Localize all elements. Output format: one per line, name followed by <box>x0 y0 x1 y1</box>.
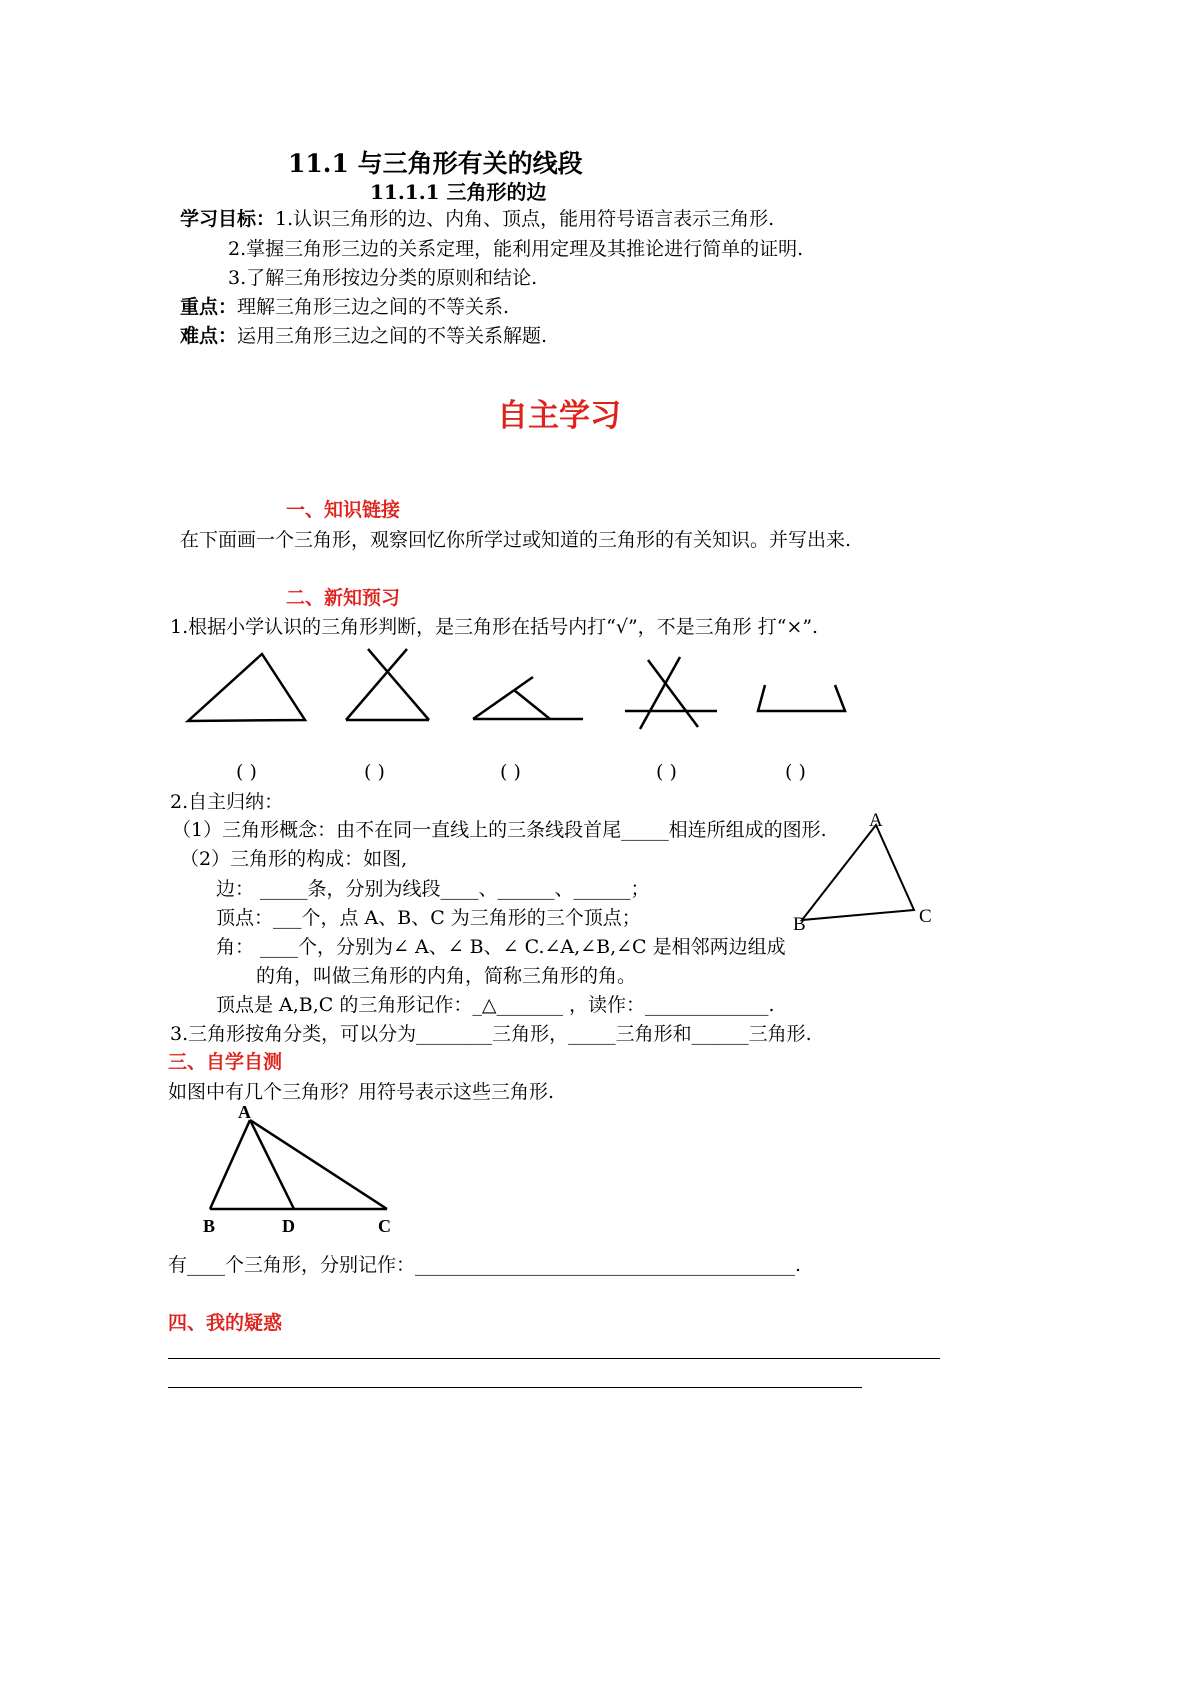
question-1: 1.根据小学认识的三角形判断，是三角形在括号内打“√”，不是三角形 打“×”. <box>170 616 819 638</box>
section1-heading: 一、知识链接 <box>286 499 401 521</box>
section2-heading: 二、新知预习 <box>286 587 401 609</box>
point-c-label: C <box>378 1216 391 1236</box>
section4-heading: 四、我的疑惑 <box>168 1312 283 1334</box>
question-2-2: （2）三角形的构成：如图, <box>180 848 408 870</box>
section-banner: 自主学习 <box>497 398 621 434</box>
page-subtitle: 11.1.1 三角形的边 <box>370 180 547 204</box>
question-2-title: 2.自主归纳： <box>170 791 284 813</box>
bracket-5[interactable]: ( ) <box>785 761 806 783</box>
key-point-line <box>180 295 509 319</box>
shape-3-inner <box>514 690 550 719</box>
vertices-line: 顶点：___个，点 A、B、C 为三角形的三个顶点； <box>216 907 641 929</box>
section3-question: 如图中有几个三角形？用符号表示这些三角形. <box>168 1081 555 1103</box>
triangle-abc-figure <box>790 808 950 938</box>
question-3: 3.三角形按角分类，可以分为________三角形，_____三角形和______三角形. <box>170 1023 812 1045</box>
edges-line: 边： _____条，分别为线段____、______、______； <box>216 878 650 900</box>
point-b-label: B <box>203 1216 216 1236</box>
objective-item-2: 2.掌握三角形三边的关系定理，能利用定理及其推论进行简单的证明. <box>228 238 804 260</box>
section3-answer[interactable]: 有____个三角形，分别记作：________________________________________. <box>168 1254 802 1276</box>
question-2-1: （1）三角形概念：由不在同一直线上的三条线段首尾_____相连所组成的图形. <box>172 819 827 841</box>
section1-text: 在下面画一个三角形，观察回忆你所学过或知道的三角形的有关知识。并写出来. <box>180 529 852 551</box>
bracket-3[interactable]: ( ) <box>500 761 521 783</box>
key-point-text: 理解三角形三边之间的不等关系. <box>237 296 510 318</box>
vertex-c-label: C <box>919 906 932 927</box>
key-point-label: 重点： <box>180 296 238 318</box>
angles-line: 角： ____个，分别为∠ A、∠ B、∠ C.∠A,∠B,∠C 是相邻两边组成 <box>216 936 786 958</box>
answer-line-1[interactable] <box>168 1358 940 1359</box>
difficulty-line <box>180 324 547 348</box>
notation-line: 顶点是 A,B,C 的三角形记作：_△_______ ，读作：_____________. <box>216 994 775 1016</box>
difficulty-label: 难点： <box>180 325 238 347</box>
angles-line-cont: 的角，叫做三角形的内角，简称三角形的角。 <box>256 965 637 987</box>
bracket-2[interactable]: ( ) <box>364 761 385 783</box>
vertex-b-label: B <box>793 914 806 935</box>
objective-item-3: 3.了解三角形按边分类的原则和结论. <box>228 267 538 289</box>
objective-item-1: 1.认识三角形的边、内角、顶点，能用符号语言表示三角形. <box>275 208 775 230</box>
answer-line-2[interactable] <box>168 1387 862 1388</box>
shape-1-triangle <box>188 654 305 721</box>
vertex-a-label: A <box>869 810 883 831</box>
page-title: 11.1 与三角形有关的线段 <box>288 149 583 178</box>
segment-ac <box>250 1120 387 1209</box>
bracket-1[interactable]: ( ) <box>236 761 257 783</box>
shape-5-open <box>758 685 845 711</box>
bracket-4[interactable]: ( ) <box>656 761 677 783</box>
point-d-label: D <box>282 1216 295 1236</box>
objective-line-1 <box>180 207 774 231</box>
segment-ab <box>210 1120 250 1209</box>
point-a-label: A <box>238 1102 251 1122</box>
triangle-abdc-figure <box>196 1100 436 1240</box>
shapes-figure <box>180 645 880 765</box>
section3-heading: 三、自学自测 <box>168 1051 283 1073</box>
triangle-abc <box>802 825 914 920</box>
difficulty-text: 运用三角形三边之间的不等关系解题. <box>237 325 548 347</box>
objectives-label: 学习目标： <box>180 208 276 230</box>
